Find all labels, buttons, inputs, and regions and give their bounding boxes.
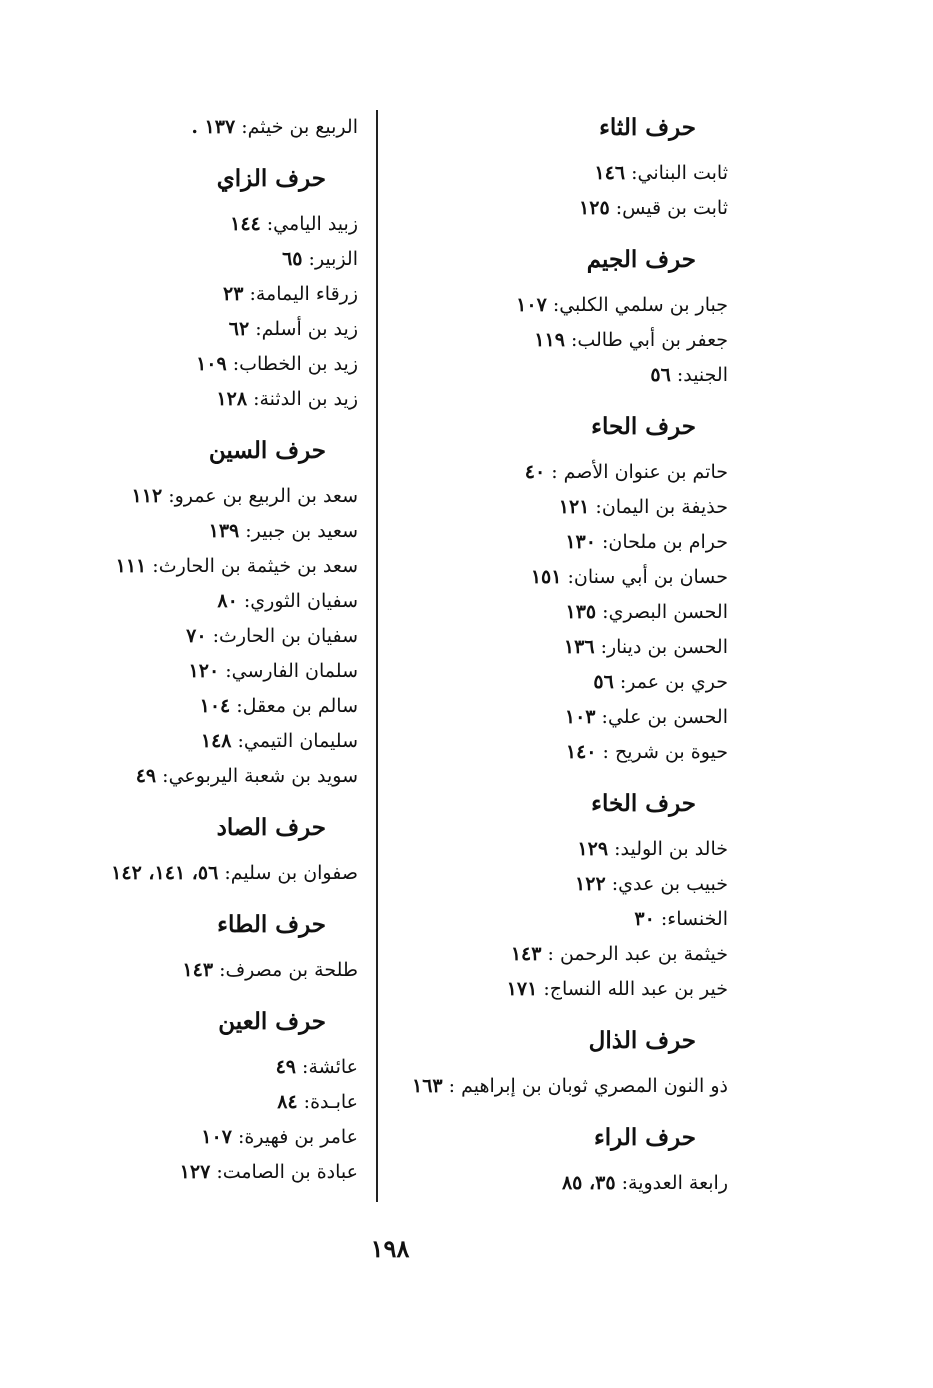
index-entry	[28, 856, 358, 891]
entry-page: ١٢٨	[216, 388, 248, 410]
entry-name: حسان بن أبي سنان:	[561, 566, 728, 588]
entry-page: ٨٤	[277, 1091, 298, 1113]
section-gap	[398, 393, 728, 409]
index-entry	[398, 595, 728, 630]
section-heading: حرف الثاء	[599, 114, 696, 141]
section-heading: حرف الزاي	[216, 165, 326, 192]
column-divider	[376, 110, 378, 1202]
entry-page: ٧٠	[186, 625, 207, 647]
index-entry	[28, 953, 358, 988]
index-entry	[28, 1155, 358, 1190]
index-entry	[398, 358, 728, 393]
index-entry	[398, 288, 728, 323]
entry-name: جعفر بن أبي طالب:	[564, 329, 728, 351]
entry-page: ١٤٨	[200, 730, 232, 752]
heading-gap	[398, 146, 728, 156]
section-heading: حرف العين	[218, 1008, 326, 1035]
index-entry	[28, 347, 358, 382]
entry-name: عبادة بن الصامت:	[210, 1161, 358, 1183]
entry-name: زيد بن الدثنة:	[247, 388, 358, 410]
index-entry	[398, 490, 728, 525]
entry-page: ٢٣	[223, 283, 244, 305]
section-gap	[398, 1007, 728, 1023]
entry-page: ١٤٣	[182, 959, 214, 981]
entry-name: الربيع بن خيثم:	[235, 116, 358, 138]
entry-page: ١٢١	[558, 496, 590, 518]
entry-name: رابعة العدوية:	[615, 1172, 728, 1194]
entry-name: سعيد بن جبير:	[239, 520, 358, 542]
heading-gap	[398, 1059, 728, 1069]
index-entry	[398, 191, 728, 226]
entry-page: ١٣٠	[565, 531, 596, 553]
entry-page: ١١٩	[534, 329, 565, 351]
index-entry	[28, 584, 358, 619]
entry-name: خيثمة بن عبد الرحمن :	[541, 943, 728, 965]
section-gap	[398, 1104, 728, 1120]
index-entry	[28, 242, 358, 277]
entry-name: زيد بن الخطاب:	[226, 353, 358, 375]
index-entry	[28, 1085, 358, 1120]
entry-name: سلمان الفارسي:	[219, 660, 358, 682]
entry-page: ١٦٣	[411, 1075, 443, 1097]
section-gap	[28, 145, 358, 161]
section-heading: حرف الذال	[588, 1027, 696, 1054]
section-heading: حرف الخاء	[591, 790, 696, 817]
entry-page: ١٤٠	[565, 741, 597, 763]
entry-page: ١٥١	[530, 566, 562, 588]
heading-gap	[398, 278, 728, 288]
entry-name: طلحة بن مصرف:	[213, 959, 358, 981]
index-entry	[28, 1050, 358, 1085]
entry-page: ١١٢	[131, 485, 163, 507]
entry-name: ذو النون المصري ثوبان بن إبراهيم :	[442, 1075, 728, 1097]
entry-page: ١٠٤	[199, 695, 231, 717]
entry-page: ١٤٦	[594, 162, 626, 184]
entry-page: ١٣٦	[563, 636, 595, 658]
index-entry	[28, 382, 358, 417]
index-entry	[28, 312, 358, 347]
heading-gap	[398, 822, 728, 832]
entry-name: سالم بن معقل:	[230, 695, 358, 717]
entry-name: سليمان التيمي:	[231, 730, 358, 752]
entry-name: صفوان بن سليم:	[218, 862, 358, 884]
index-entry	[398, 832, 728, 867]
index-entry	[28, 1120, 358, 1155]
index-entry	[28, 724, 358, 759]
entry-name: سعد بن خيثمة بن الحارث:	[146, 555, 358, 577]
index-entry	[28, 479, 358, 514]
entry-name: الزبير:	[302, 248, 358, 270]
entry-page: ٤٠	[524, 461, 546, 483]
heading-gap	[398, 445, 728, 455]
entry-name: حاتم بن عنوان الأصم :	[545, 461, 728, 483]
section-heading: حرف الحاء	[591, 413, 696, 440]
index-entry	[28, 759, 358, 794]
index-entry	[28, 689, 358, 724]
index-entry	[28, 277, 358, 312]
index-entry	[28, 654, 358, 689]
entry-name: الخنساء:	[654, 908, 728, 930]
index-column-left	[28, 110, 358, 1190]
page-number: ١٩٨	[370, 1234, 410, 1263]
entry-name: سفيان الثوري:	[237, 590, 358, 612]
entry-page: ١٤٣	[510, 943, 542, 965]
index-entry	[398, 525, 728, 560]
section-gap	[28, 988, 358, 1004]
entry-name: عامر بن فهيرة:	[231, 1126, 358, 1148]
heading-gap	[398, 1156, 728, 1166]
entry-page: ١١١	[115, 555, 147, 577]
entry-name: خبيب بن عدي:	[605, 873, 728, 895]
section-gap	[398, 770, 728, 786]
entry-name: حرام بن ملحان:	[595, 531, 728, 553]
heading-gap	[28, 943, 358, 953]
entry-name: خالد بن الوليد:	[608, 838, 728, 860]
entry-name: الجنيد:	[670, 364, 728, 386]
entry-name: زرقاء اليمامة:	[243, 283, 358, 305]
index-entry	[398, 867, 728, 902]
index-entry	[28, 549, 358, 584]
entry-page: ٥٦، ١٤١، ١٤٢	[111, 862, 219, 884]
index-entry	[398, 156, 728, 191]
section-heading: حرف السين	[208, 437, 326, 464]
section-heading: حرف الصاد	[216, 814, 326, 841]
entry-page: ٥٦	[650, 364, 671, 386]
entry-page: ١٠٩	[196, 353, 227, 375]
section-gap	[398, 226, 728, 242]
index-entry	[28, 514, 358, 549]
entry-name: حيوة بن شريح :	[596, 741, 728, 763]
entry-page: ١٣٩	[208, 520, 240, 542]
heading-gap	[28, 469, 358, 479]
section-gap	[28, 794, 358, 810]
section-heading: حرف الجيم	[586, 246, 696, 273]
entry-name: عابـدة:	[297, 1091, 358, 1113]
index-entry	[398, 665, 728, 700]
entry-name: ثابت البناني:	[625, 162, 728, 184]
index-entry	[398, 323, 728, 358]
entry-page: ١٠٧	[516, 294, 547, 316]
entry-page: ٣٠	[634, 908, 655, 930]
entry-name: سويد بن شعبة اليربوعي:	[156, 765, 358, 787]
index-column-right	[398, 110, 728, 1201]
index-entry	[398, 560, 728, 595]
entry-name: الحسن بن علي:	[595, 706, 728, 728]
index-entry	[28, 110, 358, 145]
entry-page: ١٧١	[506, 978, 538, 1000]
heading-gap	[28, 846, 358, 856]
entry-page: ٦٢	[228, 318, 250, 340]
entry-page: ١٤٤	[230, 213, 261, 235]
index-entry	[398, 972, 728, 1007]
section-heading: حرف الراء	[593, 1124, 696, 1151]
entry-name: سفيان بن الحارث:	[206, 625, 358, 647]
entry-name: جبار بن سلمي الكلبي:	[546, 294, 728, 316]
entry-page: ٤٩	[275, 1056, 296, 1078]
section-gap	[28, 417, 358, 433]
entry-name: عائشة:	[296, 1056, 358, 1078]
entry-name: زبيد اليامي:	[260, 213, 358, 235]
section-heading: حرف الطاء	[217, 911, 326, 938]
entry-page: ٣٥، ٨٥	[561, 1172, 616, 1194]
index-entry	[398, 630, 728, 665]
index-entry	[28, 207, 358, 242]
section-gap	[28, 891, 358, 907]
index-entry	[398, 1166, 728, 1201]
entry-page: ١٢٠	[188, 660, 220, 682]
entry-page: ١٠٧	[201, 1126, 232, 1148]
index-entry	[28, 619, 358, 654]
entry-page: ٥٦	[593, 671, 614, 693]
entry-page: ١٢٢	[575, 873, 606, 895]
entry-name: حري بن عمر:	[613, 671, 728, 693]
index-entry	[398, 700, 728, 735]
entry-name: زيد بن أسلم:	[249, 318, 358, 340]
entry-name: الحسن بن دينار:	[594, 636, 728, 658]
entry-name: سعد بن الربيع بن عمرو:	[162, 485, 358, 507]
index-entry	[398, 455, 728, 490]
index-entry	[398, 735, 728, 770]
entry-page: ٨٠	[217, 590, 238, 612]
index-entry	[398, 902, 728, 937]
entry-name: حذيفة بن اليمان:	[589, 496, 728, 518]
entry-page: ١٣٥	[565, 601, 597, 623]
index-entry	[398, 937, 728, 972]
entry-page: ١٢٥	[579, 197, 610, 219]
index-entry	[398, 1069, 728, 1104]
entry-name: خير بن عبد الله النساج:	[537, 978, 728, 1000]
entry-page: ٦٥	[282, 248, 303, 270]
entry-name: الحسن البصري:	[596, 601, 728, 623]
entry-page: ١٠٣	[564, 706, 596, 728]
entry-page: ١٢٧	[179, 1161, 211, 1183]
entry-page: ١٣٧ .	[191, 116, 236, 138]
entry-page: ٤٩	[135, 765, 157, 787]
entry-name: ثابت بن قيس:	[609, 197, 728, 219]
heading-gap	[28, 1040, 358, 1050]
heading-gap	[28, 197, 358, 207]
entry-page: ١٢٩	[577, 838, 609, 860]
